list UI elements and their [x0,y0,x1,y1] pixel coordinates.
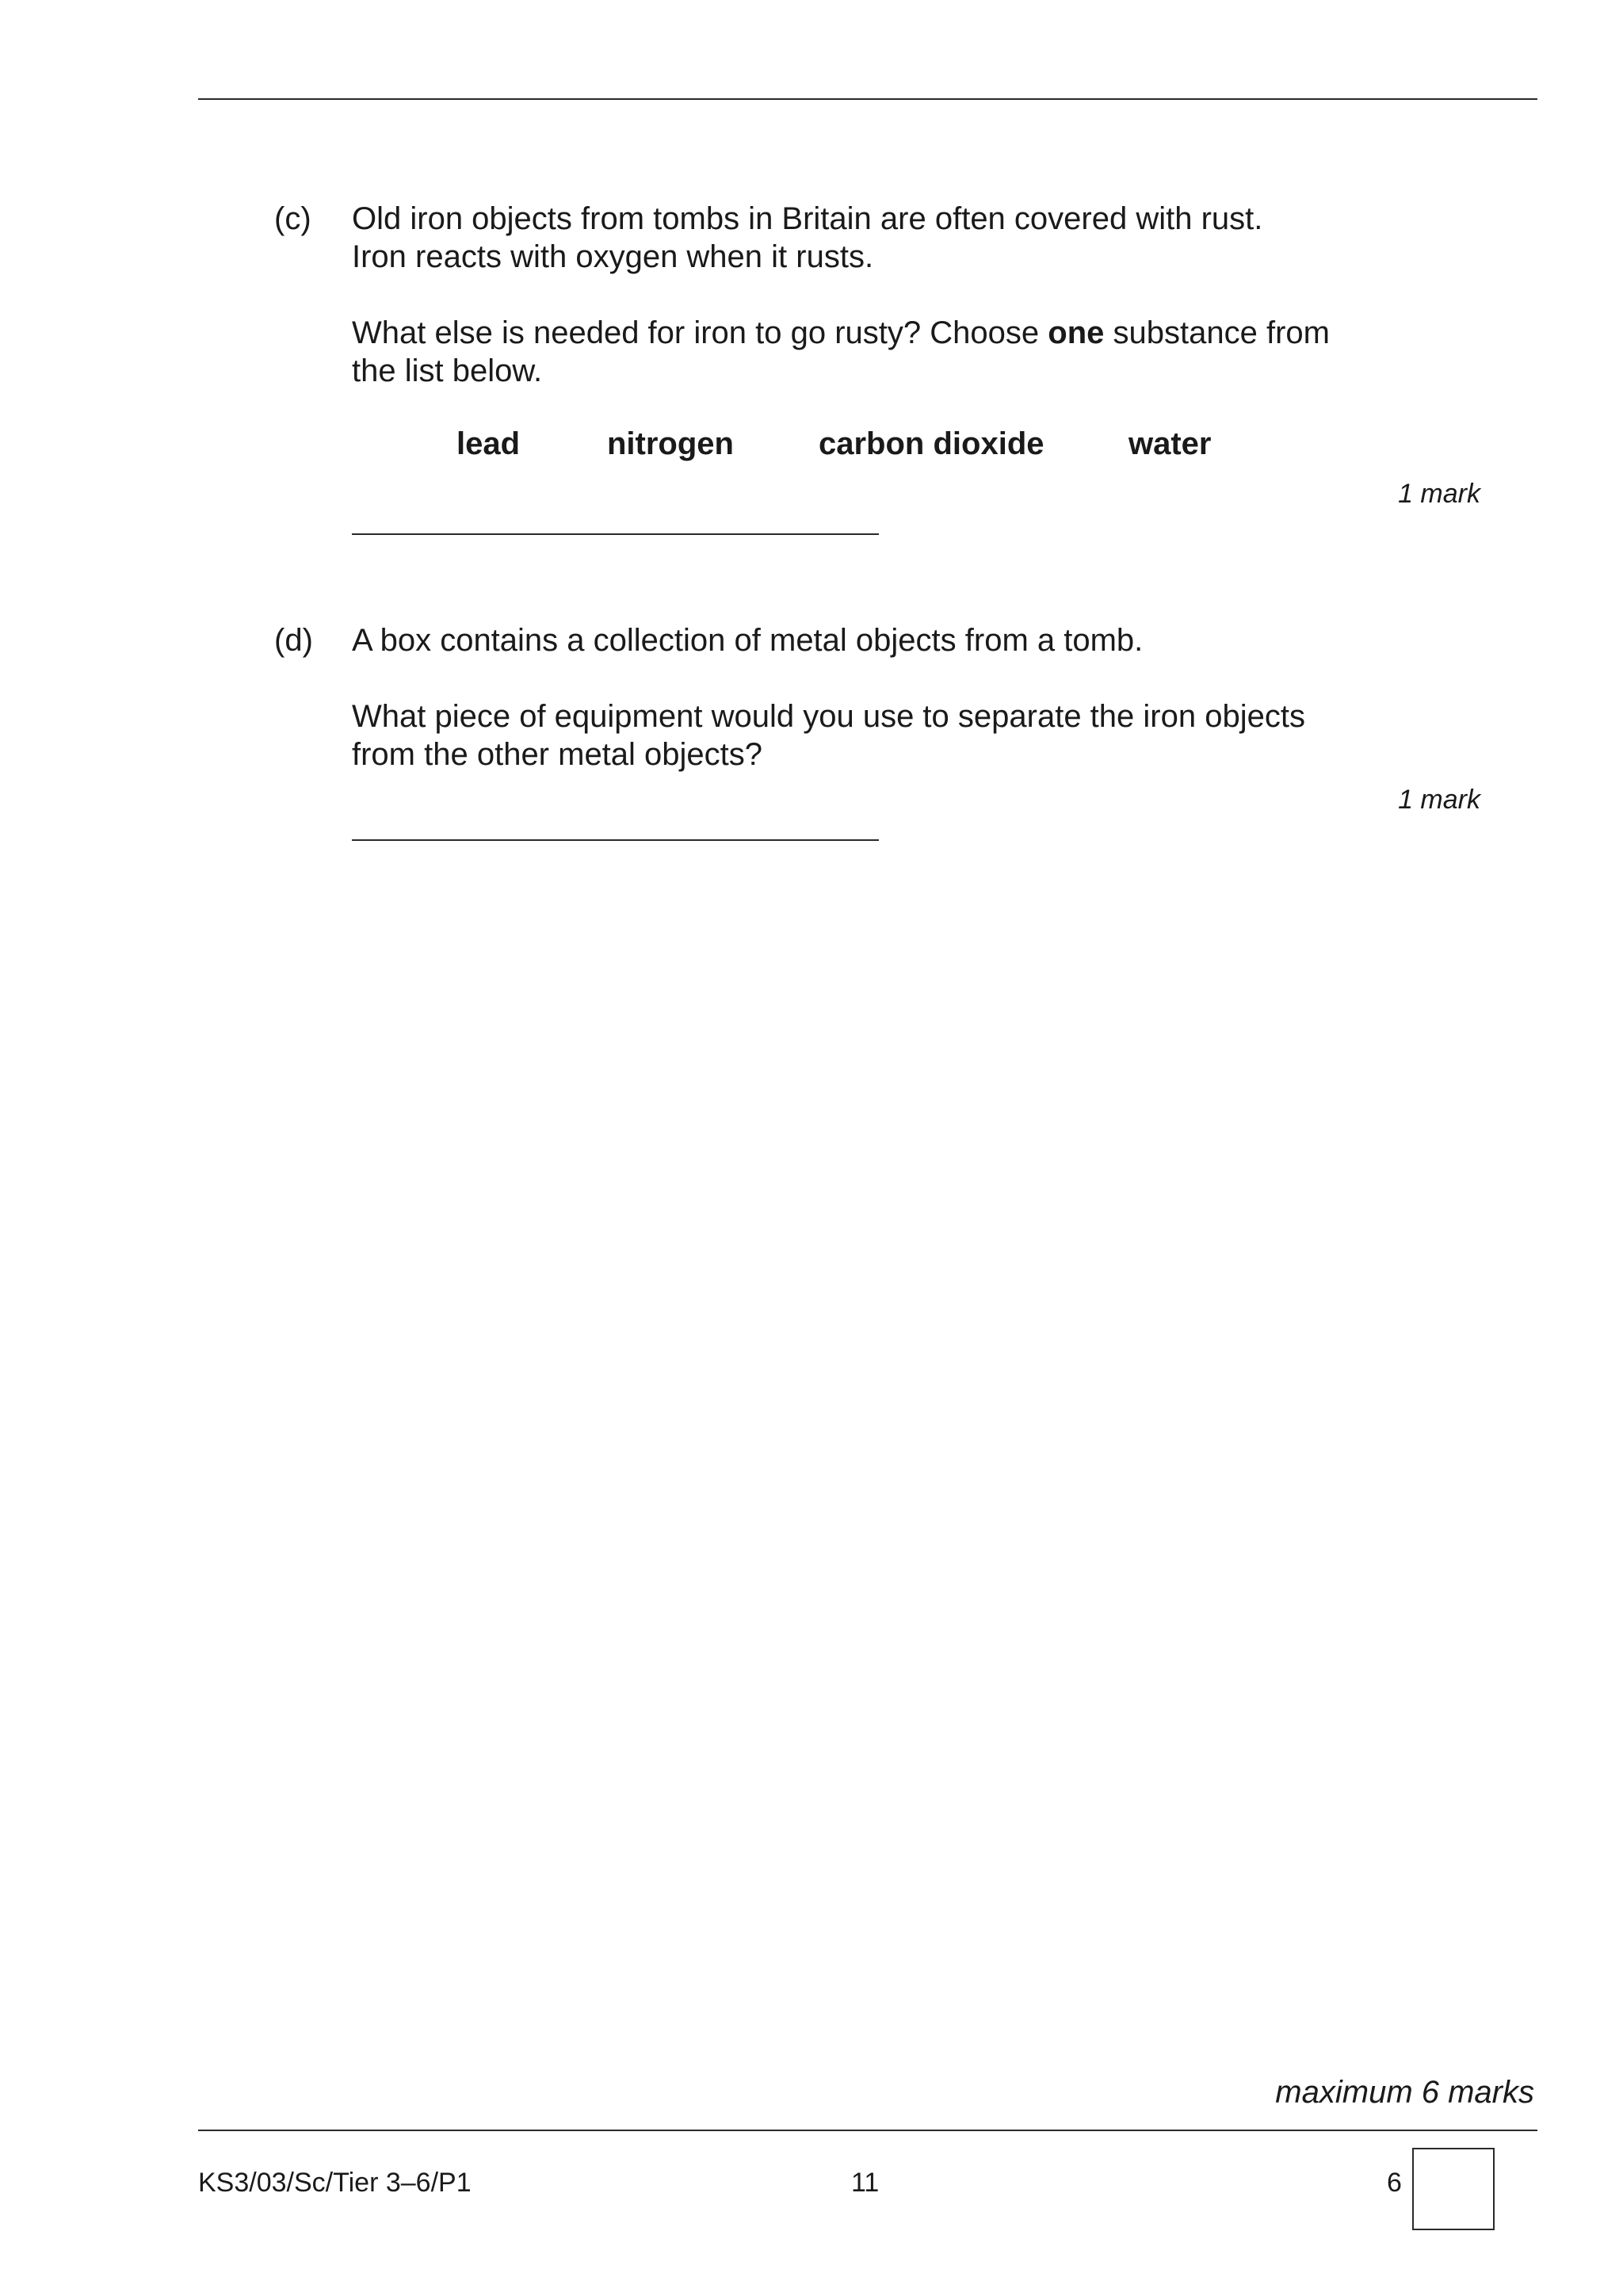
question-d-text [352,621,1382,774]
question-c-prompt-end: substance from [1104,315,1330,350]
maximum-marks: maximum 6 marks [1275,2075,1534,2110]
substance-options [352,426,1303,474]
question-c-prompt [352,314,1382,352]
question-d-mark: 1 mark [1398,785,1480,815]
footer-rule [198,2130,1537,2131]
question-c-answer-line[interactable] [352,533,879,535]
header-rule [198,98,1537,100]
question-c-line-2: Iron reacts with oxygen when it rusts. [352,239,874,274]
paper-code: KS3/03/Sc/Tier 3–6/P1 [198,2168,472,2198]
question-d-label: (d) [274,623,313,658]
question-c-prompt-line-2: the list below. [352,353,543,388]
option-nitrogen: nitrogen [607,426,734,461]
option-water: water [1128,426,1212,461]
question-d-line-1: A box contains a collection of metal objects from a tomb. [352,623,1144,658]
question-c-label: (c) [274,201,311,236]
question-c-mark: 1 mark [1398,479,1480,509]
question-c-text [352,200,1382,390]
question-d-prompt-line-1: What piece of equipment would you use to separate the iron objects [352,699,1305,734]
question-c-prompt-start: What else is needed for iron to go rusty? Choose [352,315,1048,350]
question-c-prompt-emphasis: one [1048,315,1105,350]
option-lead: lead [456,426,521,461]
question-c-line-1: Old iron objects from tombs in Britain are often covered with rust. [352,201,1263,236]
page-number: 11 [851,2168,880,2198]
marks-box[interactable] [1412,2148,1495,2230]
question-d-answer-line[interactable] [352,839,879,841]
question-d-prompt-line-2: from the other metal objects? [352,737,763,772]
marks-total: 6 [1387,2168,1402,2198]
option-carbon-dioxide: carbon dioxide [819,426,1044,461]
